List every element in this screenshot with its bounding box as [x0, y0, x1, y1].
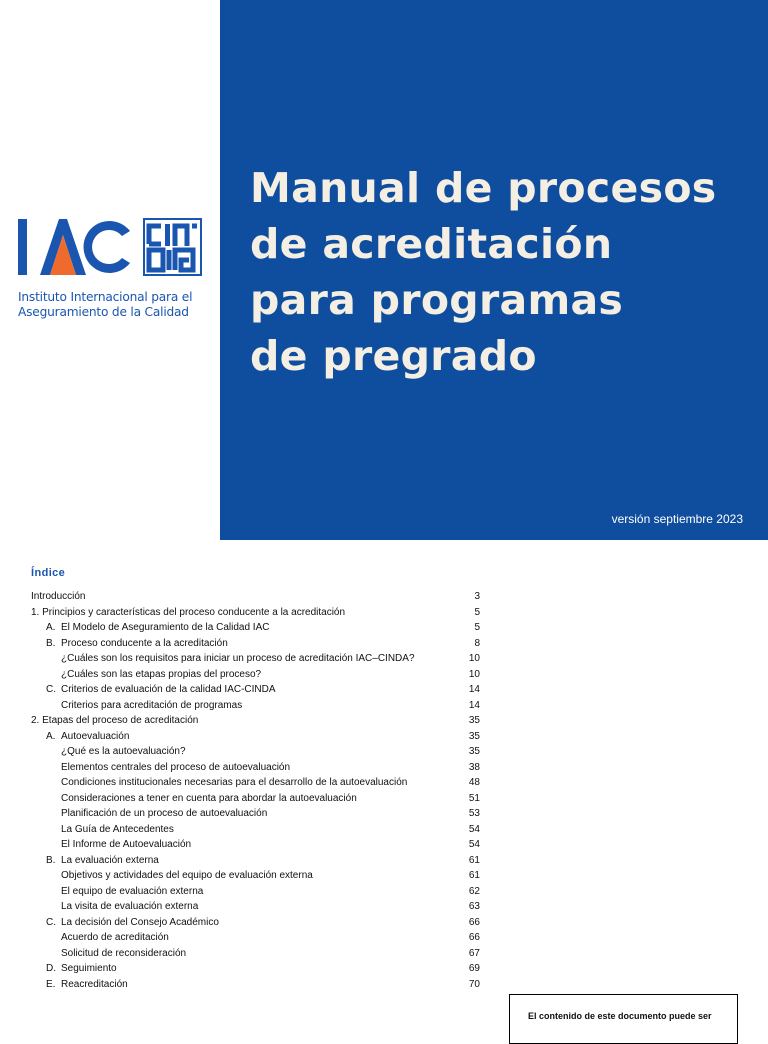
toc-entry-label: 2. Etapas del proceso de acreditación [31, 715, 199, 726]
institute-name [18, 290, 192, 320]
toc-entry-label: Objetivos y actividades del equipo de evaluación externa [61, 870, 313, 881]
toc-entry-page: 53 [468, 808, 480, 819]
toc-entry-page: 61 [468, 854, 480, 866]
title-line: Manual de procesos [250, 164, 717, 212]
toc-entry-label: Condiciones institucionales necesarias para el desarrollo de la autoevaluación [61, 777, 408, 788]
toc-entry-page: 66 [468, 916, 480, 928]
toc-entry-label: La decisión del Consejo Académico [61, 916, 219, 928]
toc-entry[interactable] [31, 729, 480, 745]
toc-entry-letter: D. [46, 963, 56, 974]
toc-entry-label: Planificación de un proceso de autoevaluación [61, 808, 268, 819]
toc-entry-page: 5 [474, 622, 480, 633]
toc-entry-label: Seguimiento [61, 963, 117, 974]
toc-entry-page: 54 [468, 839, 480, 850]
notice-box [509, 994, 738, 1044]
toc-entry[interactable] [31, 682, 480, 698]
toc-entry[interactable] [31, 822, 480, 838]
toc-entry[interactable] [31, 698, 480, 714]
toc-entry[interactable] [31, 636, 480, 652]
toc-entry-label: 1. Principios y características del proceso conducente a la acreditación [31, 606, 346, 618]
toc-entry[interactable] [31, 961, 480, 977]
notice-text: El contenido de este documento puede ser [528, 1011, 712, 1021]
toc-entry[interactable] [31, 651, 480, 667]
toc-entry[interactable] [31, 744, 480, 760]
toc-entry-page: 3 [474, 591, 480, 602]
title-line: de pregrado [250, 332, 537, 380]
toc-entry-page: 69 [468, 963, 480, 974]
toc-entry-label: La visita de evaluación externa [61, 901, 199, 912]
toc-entry[interactable] [31, 915, 480, 931]
toc-entry-letter: A. [46, 622, 56, 633]
toc-entry-label: ¿Cuáles son las etapas propias del proceso? [61, 668, 262, 680]
institute-line: Aseguramiento de la Calidad [18, 305, 189, 319]
toc-entry[interactable] [31, 899, 480, 915]
toc-entry-label: Consideraciones a tener en cuenta para abordar la autoevaluación [61, 792, 357, 804]
toc-entry-label: La Guía de Antecedentes [61, 823, 174, 835]
toc-entry-label: Proceso conducente a la acreditación [61, 637, 228, 649]
toc-entry[interactable] [31, 930, 480, 946]
toc-entry-label: Autoevaluación [61, 730, 130, 742]
toc-entry[interactable] [31, 946, 480, 962]
toc-entry-page: 35 [468, 746, 480, 757]
iac-logo-text: IAC [18, 215, 20, 216]
iac-logo-mark [18, 215, 133, 277]
toc-entry-page: 67 [468, 947, 480, 959]
toc-entry[interactable] [31, 806, 480, 822]
toc-entry-page: 51 [468, 792, 480, 804]
toc-entry-label: ¿Qué es la autoevaluación? [61, 746, 186, 757]
index-heading: Índice [31, 567, 66, 579]
toc-entry-label: Solicitud de reconsideración [61, 947, 187, 959]
toc-entry-page: 66 [468, 932, 480, 943]
toc-entry-page: 54 [468, 823, 480, 835]
toc-entry[interactable] [31, 620, 480, 636]
toc-entry[interactable] [31, 837, 480, 853]
table-of-contents [31, 589, 480, 992]
toc-entry-label: Reacreditación [61, 978, 128, 990]
toc-entry-label: Elementos centrales del proceso de autoevaluación [61, 761, 291, 773]
toc-entry-page: 10 [468, 668, 480, 680]
toc-entry[interactable] [31, 760, 480, 776]
toc-entry[interactable] [31, 853, 480, 869]
toc-entry[interactable] [31, 791, 480, 807]
toc-entry-label: Acuerdo de acreditación [61, 932, 169, 943]
toc-entry-page: 48 [468, 777, 480, 788]
toc-entry[interactable] [31, 884, 480, 900]
cover-banner [220, 0, 768, 540]
document-title [250, 160, 717, 384]
toc-entry-label: Criterios de evaluación de la calidad IAC-CINDA [61, 684, 276, 695]
toc-entry-page: 8 [474, 637, 480, 649]
toc-entry-page: 70 [468, 978, 480, 990]
toc-entry-page: 14 [468, 699, 480, 711]
title-line: para programas [250, 276, 624, 324]
toc-entry-letter: E. [46, 978, 56, 990]
toc-entry-letter: B. [46, 854, 56, 866]
toc-entry-letter: C. [46, 916, 56, 928]
toc-entry[interactable] [31, 977, 480, 993]
toc-entry-letter: B. [46, 637, 56, 649]
toc-entry[interactable] [31, 667, 480, 683]
toc-entry[interactable] [31, 589, 480, 605]
cinda-logo [143, 218, 202, 276]
toc-entry[interactable] [31, 713, 480, 729]
toc-entry-label: Introducción [31, 591, 86, 602]
toc-entry-page: 10 [468, 653, 480, 664]
toc-entry-page: 35 [468, 715, 480, 726]
toc-entry-letter: A. [46, 730, 56, 742]
toc-entry[interactable] [31, 605, 480, 621]
toc-entry-page: 61 [468, 870, 480, 881]
toc-entry-label: La evaluación externa [61, 854, 159, 866]
toc-entry-letter: C. [46, 684, 56, 695]
title-line: de acreditación [250, 220, 613, 268]
toc-entry-page: 35 [468, 730, 480, 742]
toc-entry-label: El Modelo de Aseguramiento de la Calidad IAC [61, 622, 270, 633]
toc-entry-label: El Informe de Autoevaluación [61, 839, 192, 850]
iac-cinda-logo [18, 215, 208, 325]
toc-entry-page: 38 [468, 761, 480, 773]
toc-entry-page: 5 [474, 606, 480, 618]
toc-entry-page: 62 [468, 885, 480, 897]
toc-entry-page: 14 [468, 684, 480, 695]
toc-entry-label: El equipo de evaluación externa [61, 885, 204, 897]
toc-entry-page: 63 [468, 901, 480, 912]
toc-entry[interactable] [31, 775, 480, 791]
cinda-logo-mark [145, 220, 200, 274]
version-label: versión septiembre 2023 [611, 512, 743, 526]
institute-line: Instituto Internacional para el [18, 290, 193, 304]
toc-entry[interactable] [31, 868, 480, 884]
toc-entry-label: Criterios para acreditación de programas [61, 699, 243, 711]
toc-entry-label: ¿Cuáles son los requisitos para iniciar un proceso de acreditación IAC–CINDA? [61, 653, 415, 664]
